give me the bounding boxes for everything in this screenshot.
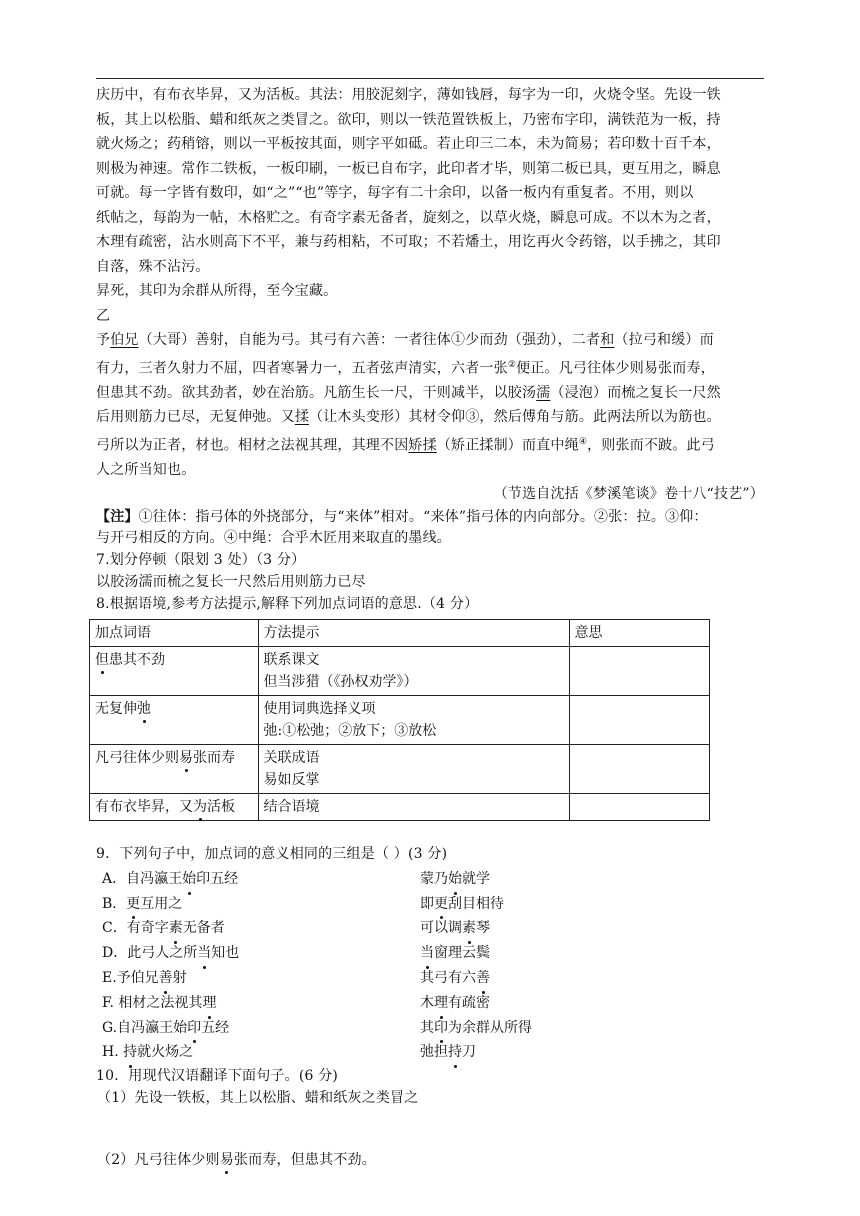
column-header: 意思 bbox=[569, 619, 709, 646]
notes bbox=[96, 507, 764, 549]
passage-line: 纸帖之，每韵为一帖，木格贮之。有奇字素无备者，旋刻之，以草火烧，瞬息可成。不以木为之者， bbox=[96, 209, 721, 226]
question-title: 9．下列句子中，加点词的意义相同的三组是（ ）(3 分) bbox=[96, 845, 448, 862]
header-rule bbox=[96, 78, 764, 79]
passage-line: 木理有疏密，沾水则高下不平，兼与药相粘，不可取；不若燔土，用讫再火令药镕，以手拂之，其印 bbox=[96, 234, 721, 250]
passage-line: 弓所以为正者，材也。相材之法视其理，其理不因矫揉（矫正揉制）而直中绳④，则张而不跛。此弓 bbox=[96, 436, 715, 454]
question-8 bbox=[96, 593, 764, 821]
translate-sentence: （1）先设一铁板，其上以松脂、蜡和纸灰之类冒之 bbox=[97, 1090, 419, 1107]
option-row[interactable]: D．此弓人之所当知也 当窗理云鬓 bbox=[96, 941, 764, 966]
answer-cell[interactable] bbox=[569, 744, 709, 793]
answer-cell[interactable] bbox=[569, 695, 709, 744]
option-row[interactable]: H. 持就火炀之 弛担持刀 bbox=[96, 1040, 764, 1065]
note-text: ①往体：指弓体的外挠部分，与“来体”相对。“来体”指弓体的内向部分。②张：拉。③仰： bbox=[138, 508, 708, 525]
passage-line: 可就。每一字皆有数印，如“之”“也”等字，每字有二十余印，以备一板内有重复者。不用，则以 bbox=[96, 185, 694, 201]
passage-jia bbox=[96, 83, 764, 304]
passage-line: 自落，殊不沾污。 bbox=[96, 258, 210, 275]
notes-label: 【注】 bbox=[96, 508, 139, 525]
exam-sheet bbox=[96, 83, 764, 1171]
word-cell: 无复伸弛 bbox=[90, 695, 259, 744]
option-row[interactable]: C．有奇字素无备者 可以调素琴 bbox=[96, 916, 764, 941]
option-row[interactable]: G.自冯瀛王始印五经 其印为余群从所得 bbox=[96, 1016, 764, 1041]
dotted-char: 为 bbox=[193, 796, 207, 818]
table-row bbox=[90, 793, 710, 820]
question-10 bbox=[96, 1065, 764, 1171]
question-7 bbox=[96, 549, 764, 593]
note-text: 与开弓相反的方向。④中绳：合乎木匠用来取直的墨线。 bbox=[96, 529, 451, 546]
hint-cell: 使用词典选择义项 弛:①松弛；②放下；③放松 bbox=[258, 695, 569, 744]
word-cell: 凡弓往体少则易张而寿 bbox=[90, 744, 259, 793]
passage-heading: 乙 bbox=[96, 307, 111, 324]
option-row[interactable]: A．自冯瀛王始印五经 蒙乃始就学 bbox=[96, 867, 764, 892]
passage-line: 板，其上以松脂、蜡和纸灰之类冒之。欲印，则以一铁范置铁板上，乃密布字印，满铁范为一板，持 bbox=[96, 111, 721, 128]
word-cell: 但患其不劲 bbox=[90, 646, 259, 695]
underlined-word: 和 bbox=[600, 332, 615, 348]
column-header: 方法提示 bbox=[258, 619, 569, 646]
option-row[interactable]: E.予伯兄善射 其弓有六善 bbox=[96, 966, 764, 991]
question-title: 8.根据语境,参考方法提示,解释下列加点词语的意思.（4 分） bbox=[96, 595, 479, 612]
source-citation: （节选自沈括《梦溪笔谈》卷十八“技艺”） bbox=[493, 486, 764, 503]
table-header-row bbox=[90, 619, 710, 646]
hint-cell: 结合语境 bbox=[258, 793, 569, 820]
option-list bbox=[96, 867, 764, 1065]
underlined-word: 伯兄 bbox=[110, 332, 139, 348]
hint-cell: 联系课文 但当涉猎（《孙权劝学》） bbox=[258, 646, 569, 695]
answer-space[interactable] bbox=[96, 1109, 764, 1149]
method-table bbox=[89, 619, 710, 821]
passage-yi bbox=[96, 304, 764, 507]
passage-line: 后用则筋力已尽，无复伸弛。又揉（让木头变形）其材令仰③，然后傅角与筋。此两法所以为筋也。 bbox=[96, 409, 721, 426]
passage-line: 则极为神速。常作二铁板，一板印刷，一板已自布字，此印者才毕，则第二板已具，更互用之，瞬息 bbox=[96, 160, 721, 177]
column-header: 加点词语 bbox=[90, 619, 259, 646]
passage-line: 予伯兄（大哥）善射，自能为弓。其弓有六善：一者往体①少而劲（强劲），二者和（拉弓和缓）而 bbox=[96, 332, 714, 348]
translate-sentence: （2）凡弓往体少则易张而寿，但患其不劲。 bbox=[96, 1149, 764, 1171]
table-row bbox=[90, 646, 710, 695]
passage-line: 人之所当知也。 bbox=[96, 461, 196, 478]
passage-line: 有力，三者久射力不屈，四者寒暑力一，五者弦声清实，六者一张②便正。凡弓往体少则易张而寿， bbox=[96, 359, 715, 377]
dotted-char: 易 bbox=[179, 747, 193, 769]
underlined-word: 揉 bbox=[294, 409, 310, 426]
question-9 bbox=[96, 843, 764, 1065]
table-row bbox=[90, 695, 710, 744]
underlined-word: 矫揉 bbox=[408, 437, 437, 454]
option-row[interactable]: F. 相材之法视其理 木理有疏密 bbox=[96, 991, 764, 1016]
question-title: 7.划分停顿（限划 3 处）（3 分） bbox=[96, 551, 306, 568]
hint-cell: 关联成语 易如反掌 bbox=[258, 744, 569, 793]
passage-line: 昇死，其印为余群从所得，至今宝藏。 bbox=[96, 283, 338, 299]
passage-line: 但患其不劲。欲其劲者，妙在治筋。凡筋生长一尺，干则减半，以胶汤濡（浸泡）而梳之复长一尺然 bbox=[96, 384, 721, 401]
option-row[interactable]: B．更互用之 即更刮目相待 bbox=[96, 892, 764, 917]
passage-line: 就火炀之；药稍镕，则以一平板按其面，则字平如砥。若止印三二本，未为简易；若印数十百千本， bbox=[96, 136, 721, 152]
underlined-word: 濡 bbox=[536, 384, 551, 401]
passage-line: 庆历中，有布衣毕昇，又为活板。其法：用胶泥刻字，薄如钱唇，每字为一印，火烧令坚。先设一铁 bbox=[96, 87, 721, 103]
answer-cell[interactable] bbox=[569, 793, 709, 820]
answer-cell[interactable] bbox=[569, 646, 709, 695]
word-cell: 有布衣毕昇，又为活板 bbox=[90, 793, 259, 820]
table-row bbox=[90, 744, 710, 793]
dotted-char: 弛 bbox=[137, 698, 151, 720]
question-text: 以胶汤濡而梳之复长一尺然后用则筋力已尽 bbox=[96, 573, 366, 590]
question-title: 10．用现代汉语翻译下面句子。(6 分) bbox=[96, 1068, 339, 1085]
dotted-char: 但 bbox=[95, 649, 109, 671]
